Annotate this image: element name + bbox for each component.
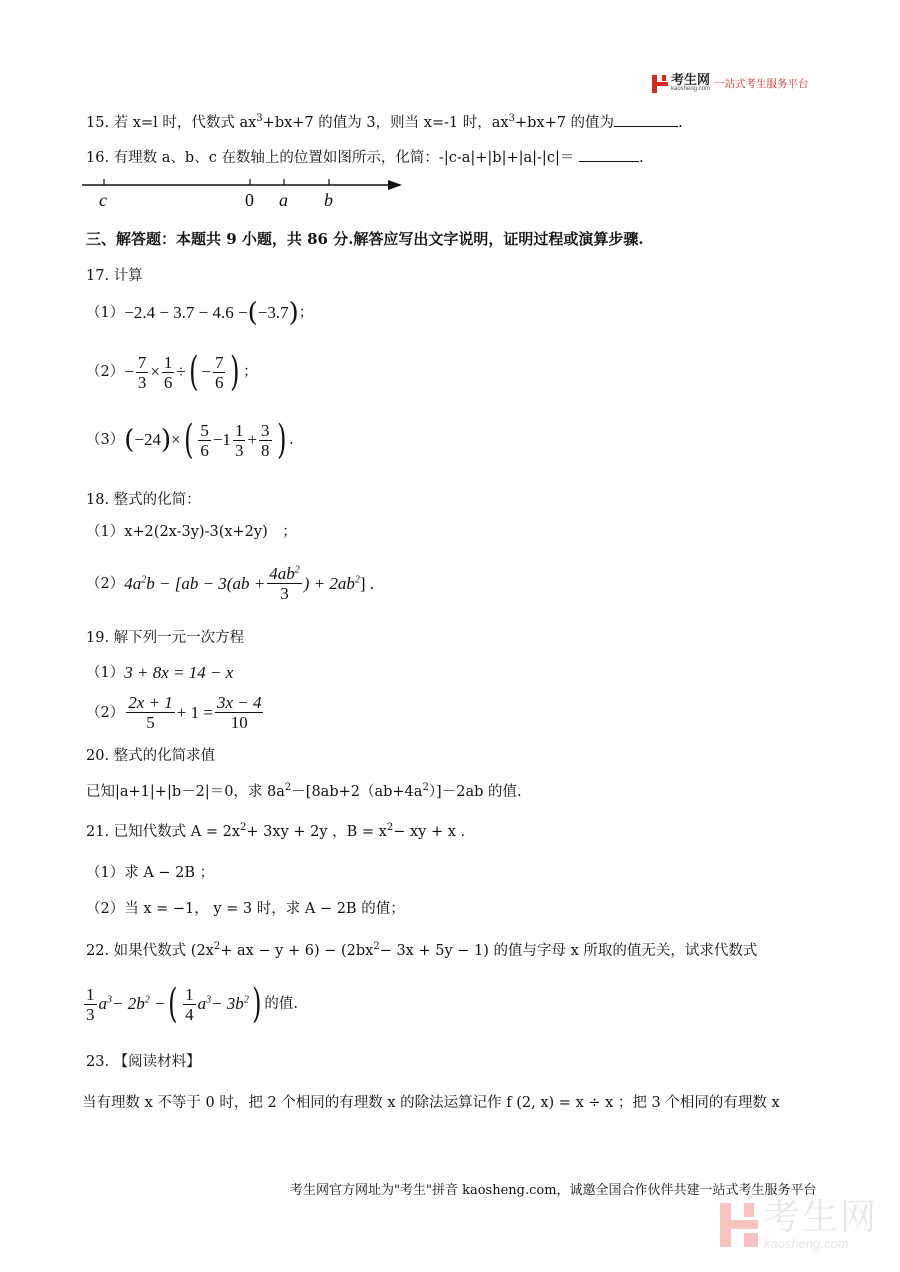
q17-p3-plus: + <box>247 430 258 449</box>
q15-text-a: 若 x=l 时，代数式 ax <box>113 115 257 131</box>
q18-title: 18. 整式的化简： <box>86 492 201 508</box>
q17-p2-times: × <box>150 362 160 381</box>
watermark-url: kaosheng.com <box>764 1236 849 1251</box>
q18-p1-expr: x+2(2x-3y)-3(x+2y) ； <box>124 524 297 540</box>
header-logo <box>652 74 809 93</box>
q22-text-b: + ax − y + 6) − (2bx <box>220 943 374 959</box>
q23-text: 当有理数 x 不等于 0 时，把 2 个相同的有理数 x 的除法运算记作 f (2, x) = x ÷ x ；把 3 个相同的有理数 x <box>82 1095 780 1111</box>
q21-number: 21. <box>86 824 110 840</box>
q22-number: 22. <box>86 943 110 959</box>
q20-text-b: －[8ab+2（ab+4a <box>291 784 423 800</box>
q18-p2-a: 4a <box>124 573 142 593</box>
q17-p3-fraction-2: $\frac{1}{3}$ <box>234 420 244 460</box>
q22-lparen: ( <box>168 981 178 1027</box>
q18-p2-b: b − [ab − 3(ab + <box>146 573 266 593</box>
q15-number: 15. <box>86 115 110 131</box>
q17-p3-times: × <box>171 430 181 449</box>
q18-p2-end: ] . <box>359 573 374 593</box>
q18-part-2 <box>86 564 374 603</box>
q20-text-a: 已知|a+1|+|b－2|＝0，求 8a <box>86 784 285 800</box>
q21-part-1: （1）求 A − 2B ； <box>86 865 215 881</box>
q19-p1-label: （1） <box>86 665 125 681</box>
q19-p2-mid: + 1 = <box>176 702 213 722</box>
q17-p3-end: . <box>289 432 294 448</box>
q17-p2-minus: − <box>124 362 134 381</box>
q23-title: 23. 【阅读材料】 <box>86 1054 201 1070</box>
footer-text: 考生网官方网址为"考生"拼音 kaosheng.com，诚邀全国合作伙伴共建一站式考生服务平台 <box>290 1183 817 1198</box>
q15-end: . <box>678 115 683 131</box>
q18-part-1 <box>86 522 297 542</box>
q16-end: . <box>638 150 644 166</box>
number-line-arrow-icon <box>388 180 402 190</box>
q17-p1-rparen: ) <box>288 298 299 328</box>
q17-p3-rparen: ) <box>276 417 287 463</box>
q17-p1-lparen: ( <box>247 298 258 328</box>
q19-part-2 <box>86 693 265 732</box>
q20-sup-2: 2 <box>422 782 429 794</box>
q22-fraction-2: $\frac{1}{4}$ <box>185 984 194 1024</box>
q17-p3-fraction-3: $\frac{3}{8}$ <box>261 420 270 460</box>
q17-part-1 <box>86 298 314 328</box>
q17-p2-rparen: ) <box>230 349 240 395</box>
watermark <box>720 1198 878 1251</box>
q19-p2-label: （2） <box>86 704 125 721</box>
q18-p1-label: （1） <box>86 524 125 540</box>
q15-text-c: +bx+7 的值为 <box>514 115 615 131</box>
q20-text-c: ）]－2ab 的值. <box>428 784 522 800</box>
q17-p3-fraction-1: $\frac{5}{6}$ <box>200 420 209 460</box>
label-a: a <box>279 190 288 210</box>
q16-answer-blank[interactable] <box>579 147 639 162</box>
q15-sup-2: 3 <box>508 113 515 125</box>
q17-p3-rparen-a: ) <box>160 425 172 455</box>
q16-text: 有理数 a、b、c 在数轴上的位置如图所示，化简：-|c-a|+|b|+|a|-|c|＝ <box>113 150 575 166</box>
brand-url: kaosheng.com <box>671 86 711 92</box>
q15-answer-blank[interactable] <box>614 112 678 127</box>
q19-p2-fraction-1: $\frac{2x + 1}{5}$ <box>128 693 173 732</box>
q17-p3-a: −24 <box>134 430 161 449</box>
q17-p1-expr: −2.4 − 3.7 − 4.6 − <box>124 303 248 322</box>
q17-p3-lparen-a: ( <box>124 425 135 455</box>
q15-text-b: +bx+7 的值为 3，则当 x=-1 时，ax <box>262 115 509 131</box>
q17-p2-minus-2: − <box>201 362 211 381</box>
q19-part-1 <box>86 663 233 683</box>
watermark-text: 考生网 <box>764 1196 879 1237</box>
q22-text-a: 如果代数式 (2x <box>113 943 214 959</box>
q17-p1-label: （1） <box>86 305 125 321</box>
q17-p1-end: ； <box>298 305 314 321</box>
question-21 <box>86 822 465 842</box>
q22-fraction-1: $\frac{1}{3}$ <box>86 984 95 1024</box>
label-c: c <box>99 190 107 210</box>
q22-rparen: ) <box>251 981 262 1027</box>
q18-p2-label: （2） <box>86 575 125 592</box>
q20-text <box>86 782 522 802</box>
q22-line-2: $\frac{1}{3}$ $a^3- 2b^2$ − ( $\frac{1}{4}$ $a^3- 3b^2$ ) 的值. <box>86 981 299 1027</box>
q17-p3-minus: −1 <box>212 430 231 449</box>
q17-p2-fraction-2: $\frac{1}{6}$ <box>163 352 173 392</box>
q18-p2-fraction: $\frac{4ab^2}{3}$ <box>269 564 300 603</box>
question-15 <box>86 112 683 133</box>
brand-name: 考生网 <box>671 72 711 87</box>
q17-part-2 <box>86 349 258 395</box>
label-zero: 0 <box>245 190 254 210</box>
q17-title: 17. 计算 <box>86 268 143 284</box>
q22-sup-1: 2 <box>213 941 221 953</box>
q20-sup-1: 2 <box>284 782 292 794</box>
q20-title: 20. 整式的化简求值 <box>86 748 216 764</box>
q21-text-c: − xy + x . <box>393 824 466 840</box>
q17-p2-div: ÷ <box>176 362 186 381</box>
q17-p3-label: （3） <box>86 432 125 448</box>
label-b: b <box>324 190 333 210</box>
section-3-title: 三、解答题：本题共 9 小题，共 86 分.解答应写出文字说明，证明过程或演算步骤. <box>86 230 644 248</box>
q18-p2-c: ) + 2ab <box>303 573 355 593</box>
q21-sup-1: 2 <box>240 822 247 834</box>
q21-text-b: + 3xy + 2y ，B = x <box>246 824 387 840</box>
q16-number: 16. <box>86 150 110 166</box>
q19-title: 19. 解下列一元一次方程 <box>86 630 245 646</box>
q17-p3-lparen: ( <box>183 417 194 463</box>
q19-p1-expr: 3 + 8x = 14 − x <box>124 663 234 682</box>
q17-p2-fraction-3: $\frac{7}{6}$ <box>214 352 224 392</box>
q18-p2-c-sup: 2 <box>354 573 360 585</box>
q17-p1-inner: −3.7 <box>257 303 289 322</box>
q22-end: 的值. <box>264 996 299 1012</box>
q21-sup-2: 2 <box>386 822 394 834</box>
q18-p2-a-sup: 2 <box>141 573 147 585</box>
q22-text-c: − 3x + 5y − 1) 的值与字母 x 所取的值无关，试求代数式 <box>379 943 758 959</box>
q19-p2-fraction-2: $\frac{3x - 4}{10}$ <box>216 693 262 732</box>
question-16 <box>86 147 644 168</box>
q17-part-3 <box>86 417 294 463</box>
q17-p2-fraction-1: $\frac{7}{3}$ <box>137 352 147 392</box>
q17-p2-lparen: ( <box>188 349 199 395</box>
q17-p2-label: （2） <box>86 364 125 380</box>
q21-part-2: （2）当 x = −1， y = 3 时，求 A − 2B 的值； <box>86 901 405 917</box>
q22-sup-2: 2 <box>373 941 380 953</box>
q15-sup-1: 3 <box>256 113 263 125</box>
question-22 <box>86 941 757 961</box>
q21-text-a: 已知代数式 A = 2x <box>113 824 241 840</box>
brand-logo-icon <box>652 75 668 93</box>
watermark-logo-icon <box>720 1203 758 1247</box>
q17-p2-end: ； <box>243 364 258 380</box>
brand-slogan: 一站式考生服务平台 <box>714 78 809 90</box>
